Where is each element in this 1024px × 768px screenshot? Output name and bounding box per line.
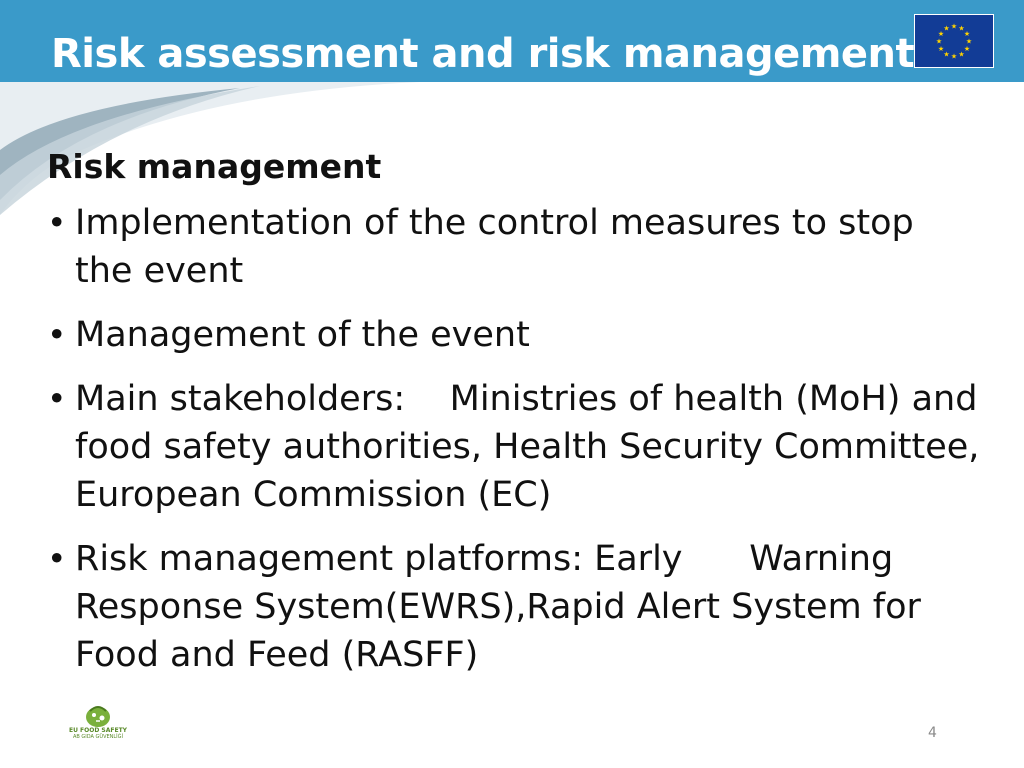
bullet-icon: • (47, 315, 67, 354)
flag-star-icon: ★ (958, 24, 965, 33)
bullet-text: Main stakeholders: Ministries of health (MoH) and food safety authorities, Health Security Committee, European Commission (EC) (75, 379, 991, 515)
bullet-item (47, 375, 991, 519)
bullet-text: Risk management platforms: Early Warning Response System(EWRS),Rapid Alert System for Food and Feed (RASFF) (75, 539, 933, 675)
food-safety-logo-icon (66, 703, 130, 747)
bullet-icon: • (47, 203, 67, 242)
flag-star-icon: ★ (958, 50, 965, 59)
flag-star-icon: ★ (963, 45, 971, 53)
slide-title: Risk assessment and risk management (51, 31, 915, 77)
flag-star-icon: ★ (965, 37, 973, 46)
eu-flag-icon (914, 14, 994, 68)
flag-star-icon: ★ (950, 22, 958, 31)
bullet-text: Implementation of the control measures to stop the event (75, 203, 914, 291)
bullet-item (47, 311, 982, 359)
flag-star-icon: ★ (943, 24, 950, 33)
flag-star-icon: ★ (950, 52, 958, 61)
bullet-icon: • (47, 539, 67, 578)
bullet-icon: • (47, 379, 67, 418)
flag-star-icon: ★ (937, 30, 945, 38)
logo-line2: AB GIDA GÜVENLİĞİ (72, 734, 124, 740)
flag-star-icon: ★ (937, 45, 945, 53)
logo-line1: EU FOOD SAFETY (68, 727, 128, 734)
bullet-list (47, 199, 991, 679)
bullet-text: Management of the event (75, 315, 530, 355)
bullet-item (47, 535, 982, 679)
flag-star-icon: ★ (963, 30, 971, 38)
bullet-item (47, 199, 982, 295)
flag-star-icon: ★ (943, 50, 950, 59)
page-number: 4 (928, 725, 937, 741)
section-heading: Risk management (47, 147, 382, 186)
flag-star-icon: ★ (935, 37, 943, 46)
slide-content (47, 143, 991, 695)
